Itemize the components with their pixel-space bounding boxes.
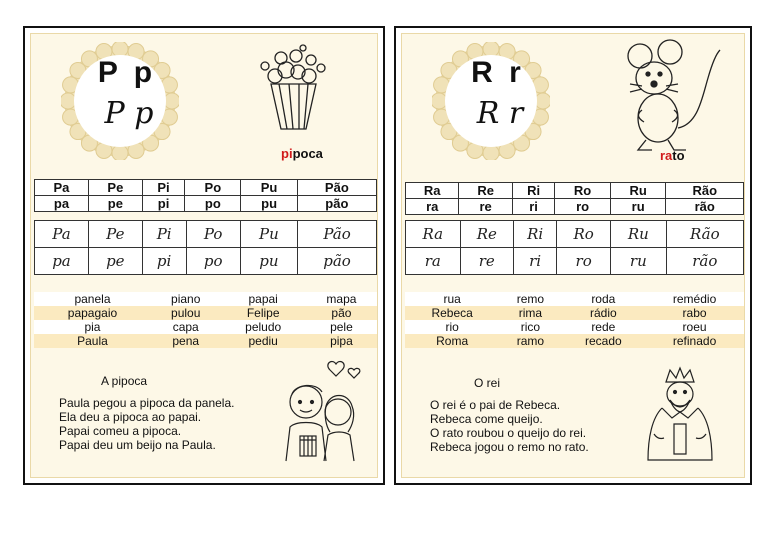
syllable-cell: pu — [241, 196, 297, 212]
syllable-cell-cursive: Pu — [240, 221, 297, 248]
word-cell: pena — [151, 334, 221, 348]
syllable-cell: Re — [459, 183, 512, 199]
syllable-cell-cursive: Ro — [557, 221, 611, 248]
syllable-cell-cursive: rão — [666, 248, 743, 275]
syllable-cell: Ri — [512, 183, 554, 199]
syllable-cell: Ru — [610, 183, 666, 199]
syllable-table-print — [34, 179, 377, 212]
syllable-table-print — [405, 182, 744, 215]
word-cell: papai — [221, 292, 306, 306]
text-line: O rato roubou o queijo do rei. — [430, 426, 587, 440]
word-cell: remédio — [645, 292, 744, 306]
rat-icon — [612, 36, 722, 154]
syllable-cell: Po — [185, 180, 241, 196]
syllable-cell: ri — [512, 199, 554, 215]
word-cell: rua — [405, 292, 499, 306]
text-line: Ela deu a pipoca ao papai. — [59, 410, 202, 424]
syllable-cell-cursive: pi — [142, 248, 186, 275]
syllable-cell-cursive: pe — [88, 248, 142, 275]
table-row — [35, 196, 377, 212]
table-row — [405, 320, 744, 334]
letters-cursive: P p — [104, 96, 154, 131]
syllable-table-cursive — [34, 220, 377, 275]
word-label — [660, 148, 685, 163]
word-cell: ramo — [499, 334, 561, 348]
syllable-cell: pi — [142, 196, 184, 212]
syllable-cell-cursive: Ri — [514, 221, 557, 248]
word-cell: rádio — [562, 306, 646, 320]
table-row — [34, 320, 377, 334]
word-cell: rio — [405, 320, 499, 334]
table-row — [34, 306, 377, 320]
syllable-cell-cursive: pu — [240, 248, 297, 275]
word-cell: pão — [306, 306, 377, 320]
syllable-cell-cursive: Ru — [611, 221, 667, 248]
text-line: Papai deu um beijo na Paula. — [59, 438, 216, 452]
word-cell: refinado — [645, 334, 744, 348]
word-cell: Rebeca — [405, 306, 499, 320]
text-title: O rei — [474, 376, 501, 390]
word-cell: recado — [562, 334, 646, 348]
syllable-cell-cursive: pão — [298, 248, 377, 275]
word-cell: panela — [34, 292, 151, 306]
text-line: Rebeca jogou o remo no rato. — [430, 440, 589, 454]
syllable-cell: pão — [297, 196, 376, 212]
text-line: O rei é o pai de Rebeca. — [430, 398, 561, 412]
word-cell: capa — [151, 320, 221, 334]
text-line: Paula pegou a pipoca da panela. — [59, 396, 235, 410]
table-row — [34, 334, 377, 348]
syllable-cell: po — [185, 196, 241, 212]
syllable-cell-cursive: ra — [406, 248, 461, 275]
word-label — [281, 146, 323, 161]
syllable-cell-cursive: Pão — [298, 221, 377, 248]
syllable-cell: Rão — [666, 183, 744, 199]
syllable-cell: Ro — [555, 183, 611, 199]
father-daughter-icon — [266, 356, 371, 466]
table-row — [35, 180, 377, 196]
table-row — [35, 221, 377, 248]
text-line: Rebeca come queijo. — [430, 412, 543, 426]
syllable-cell-cursive: Pe — [88, 221, 142, 248]
word-cell: rima — [499, 306, 561, 320]
text-title: A pipoca — [101, 374, 148, 388]
syllable-cell-cursive: ru — [611, 248, 667, 275]
table-row — [405, 306, 744, 320]
letter-card-p — [23, 26, 385, 485]
word-cell: mapa — [306, 292, 377, 306]
table-row — [405, 334, 744, 348]
word-cell: Paula — [34, 334, 151, 348]
syllable-cell: Pa — [35, 180, 89, 196]
word-table — [405, 292, 744, 348]
syllable-cell: pe — [88, 196, 142, 212]
syllable-cell-cursive: Pi — [142, 221, 186, 248]
syllable-cell: Pi — [142, 180, 184, 196]
syllable-cell-cursive: Ra — [406, 221, 461, 248]
letters-print: P p — [97, 56, 157, 89]
letters-print: R r — [471, 56, 525, 89]
word-rest: poca — [292, 146, 323, 161]
syllable-cell: Pão — [297, 180, 376, 196]
word-cell: roda — [562, 292, 646, 306]
word-cell: papagaio — [34, 306, 151, 320]
table-row — [34, 292, 377, 306]
syllable-cell: ro — [555, 199, 611, 215]
word-cell: pulou — [151, 306, 221, 320]
word-cell: pipa — [306, 334, 377, 348]
table-row — [35, 248, 377, 275]
syllable-cell: re — [459, 199, 512, 215]
word-table — [34, 292, 377, 348]
word-cell: pia — [34, 320, 151, 334]
syllable-table-cursive — [405, 220, 744, 275]
word-cell: roeu — [645, 320, 744, 334]
table-row — [406, 199, 744, 215]
word-cell: Roma — [405, 334, 499, 348]
word-highlight: ra — [660, 148, 673, 163]
syllable-cell-cursive: Re — [460, 221, 513, 248]
letters-cursive: R r — [476, 96, 524, 131]
text-line: Papai comeu a pipoca. — [59, 424, 182, 438]
syllable-cell-cursive: pa — [35, 248, 89, 275]
word-cell: rede — [562, 320, 646, 334]
syllable-cell: Pu — [241, 180, 297, 196]
table-row — [406, 183, 744, 199]
word-highlight: pi — [281, 146, 293, 161]
card-inner — [30, 33, 378, 478]
king-icon — [640, 364, 720, 464]
syllable-cell: pa — [35, 196, 89, 212]
word-cell: rico — [499, 320, 561, 334]
syllable-cell-cursive: Po — [186, 221, 240, 248]
word-cell: pediu — [221, 334, 306, 348]
card-inner — [401, 33, 745, 478]
word-rest: to — [672, 148, 685, 163]
word-cell: rabo — [645, 306, 744, 320]
popcorn-icon — [251, 44, 331, 134]
syllable-cell: Ra — [406, 183, 459, 199]
syllable-cell-cursive: po — [186, 248, 240, 275]
word-cell: Felipe — [221, 306, 306, 320]
table-row — [406, 248, 744, 275]
syllable-cell-cursive: ro — [557, 248, 611, 275]
syllable-cell: ra — [406, 199, 459, 215]
word-cell: piano — [151, 292, 221, 306]
text-body — [430, 398, 589, 454]
text-body — [59, 396, 234, 452]
syllable-cell: ru — [610, 199, 666, 215]
letter-card-r — [394, 26, 752, 485]
syllable-cell-cursive: re — [460, 248, 513, 275]
word-cell: remo — [499, 292, 561, 306]
syllable-cell: Pe — [88, 180, 142, 196]
syllable-cell: rão — [666, 199, 744, 215]
table-row — [406, 221, 744, 248]
table-row — [405, 292, 744, 306]
syllable-cell-cursive: Pa — [35, 221, 89, 248]
word-cell: pele — [306, 320, 377, 334]
syllable-cell-cursive: ri — [514, 248, 557, 275]
syllable-cell-cursive: Rão — [666, 221, 743, 248]
word-cell: peludo — [221, 320, 306, 334]
